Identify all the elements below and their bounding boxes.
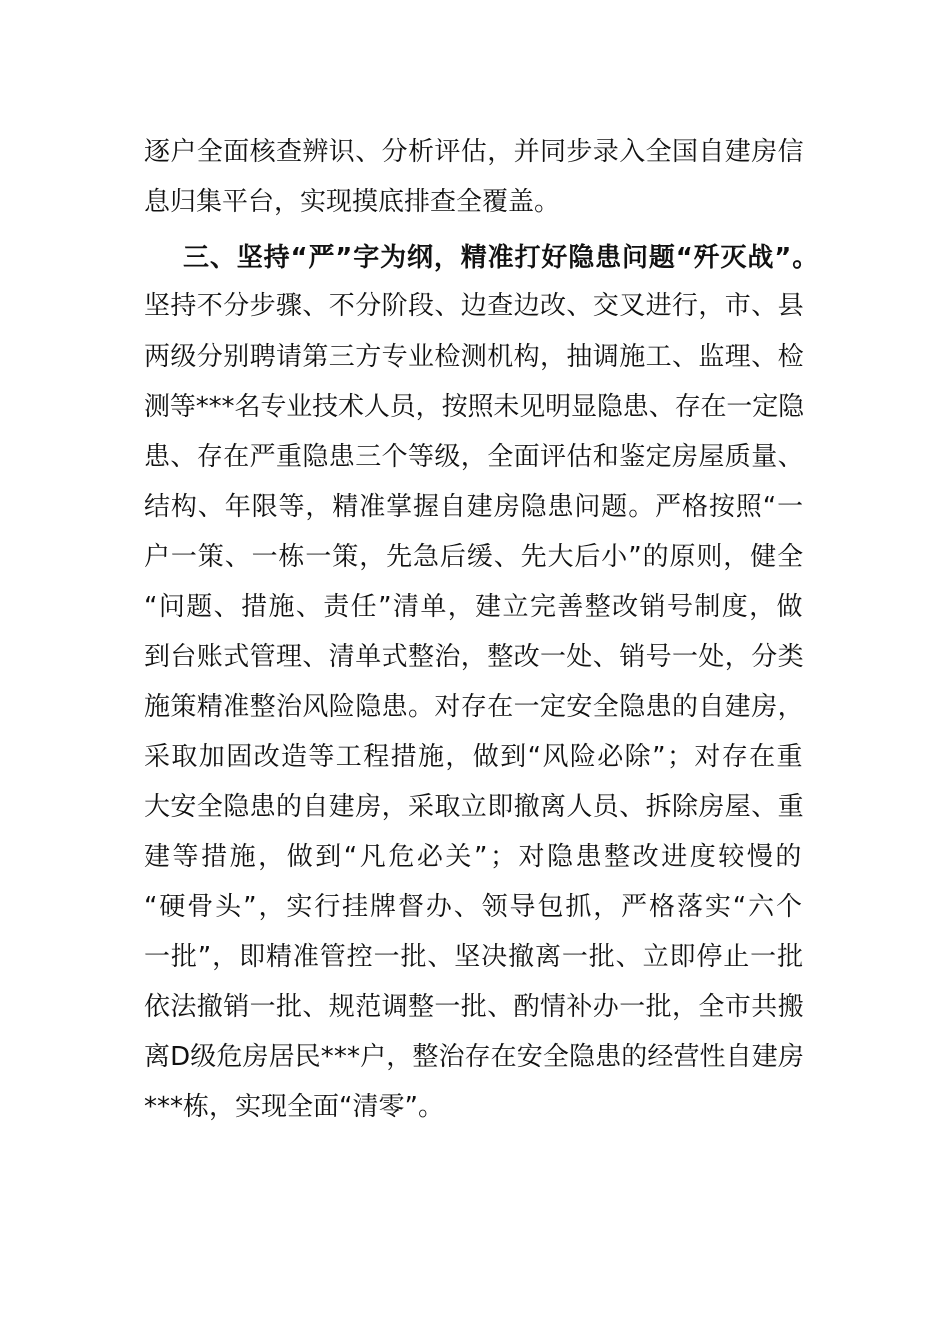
- section-heading: 三、坚持“严”字为纲，精准打好隐患问题“歼灭战”。: [183, 243, 820, 273]
- text-line: ***栋，实现全面“清零”。: [144, 1092, 444, 1122]
- text-line: 离D级危房居民***户，整治存在安全隐患的经营性自建房: [144, 1042, 804, 1072]
- text-line: 依法撤销一批、规范调整一批、酌情补办一批，全市共搬: [144, 992, 805, 1022]
- text-line: 大安全隐患的自建房，采取立即撤离人员、拆除房屋、重: [144, 792, 805, 822]
- text-line: 户一策、一栋一策，先急后缓、先大后小”的原则，健全: [144, 542, 804, 572]
- text-line: 息归集平台，实现摸底排查全覆盖。: [144, 187, 561, 217]
- text-line: 结构、年限等，精准掌握自建房隐患问题。严格按照“一: [144, 492, 804, 522]
- text-line: 测等***名专业技术人员，按照未见明显隐患、存在一定隐: [144, 392, 805, 422]
- text-line: 一批”，即精准管控一批、坚决撤离一批、立即停止一批: [144, 942, 804, 972]
- text-line: 患、存在严重隐患三个等级，全面评估和鉴定房屋质量、: [144, 442, 805, 472]
- text-line: “硬骨头”，实行挂牌督办、领导包抓，严格落实“六个: [144, 892, 804, 922]
- text-line: 采取加固改造等工程措施，做到“风险必除”；对存在重: [144, 742, 804, 772]
- text-line: 两级分别聘请第三方专业检测机构，抽调施工、监理、检: [144, 342, 805, 372]
- text-line: 坚持不分步骤、不分阶段、边查边改、交叉进行，市、县: [144, 291, 805, 321]
- text-line: 建等措施，做到“凡危必关”；对隐患整改进度较慢的: [144, 842, 804, 872]
- text-line: 到台账式管理、清单式整治，整改一处、销号一处，分类: [144, 642, 805, 672]
- text-line: 逐户全面核查辨识、分析评估，并同步录入全国自建房信: [144, 137, 805, 167]
- text-line: “问题、措施、责任”清单，建立完善整改销号制度，做: [144, 592, 804, 622]
- text-line: 施策精准整治风险隐患。对存在一定安全隐患的自建房，: [144, 692, 805, 722]
